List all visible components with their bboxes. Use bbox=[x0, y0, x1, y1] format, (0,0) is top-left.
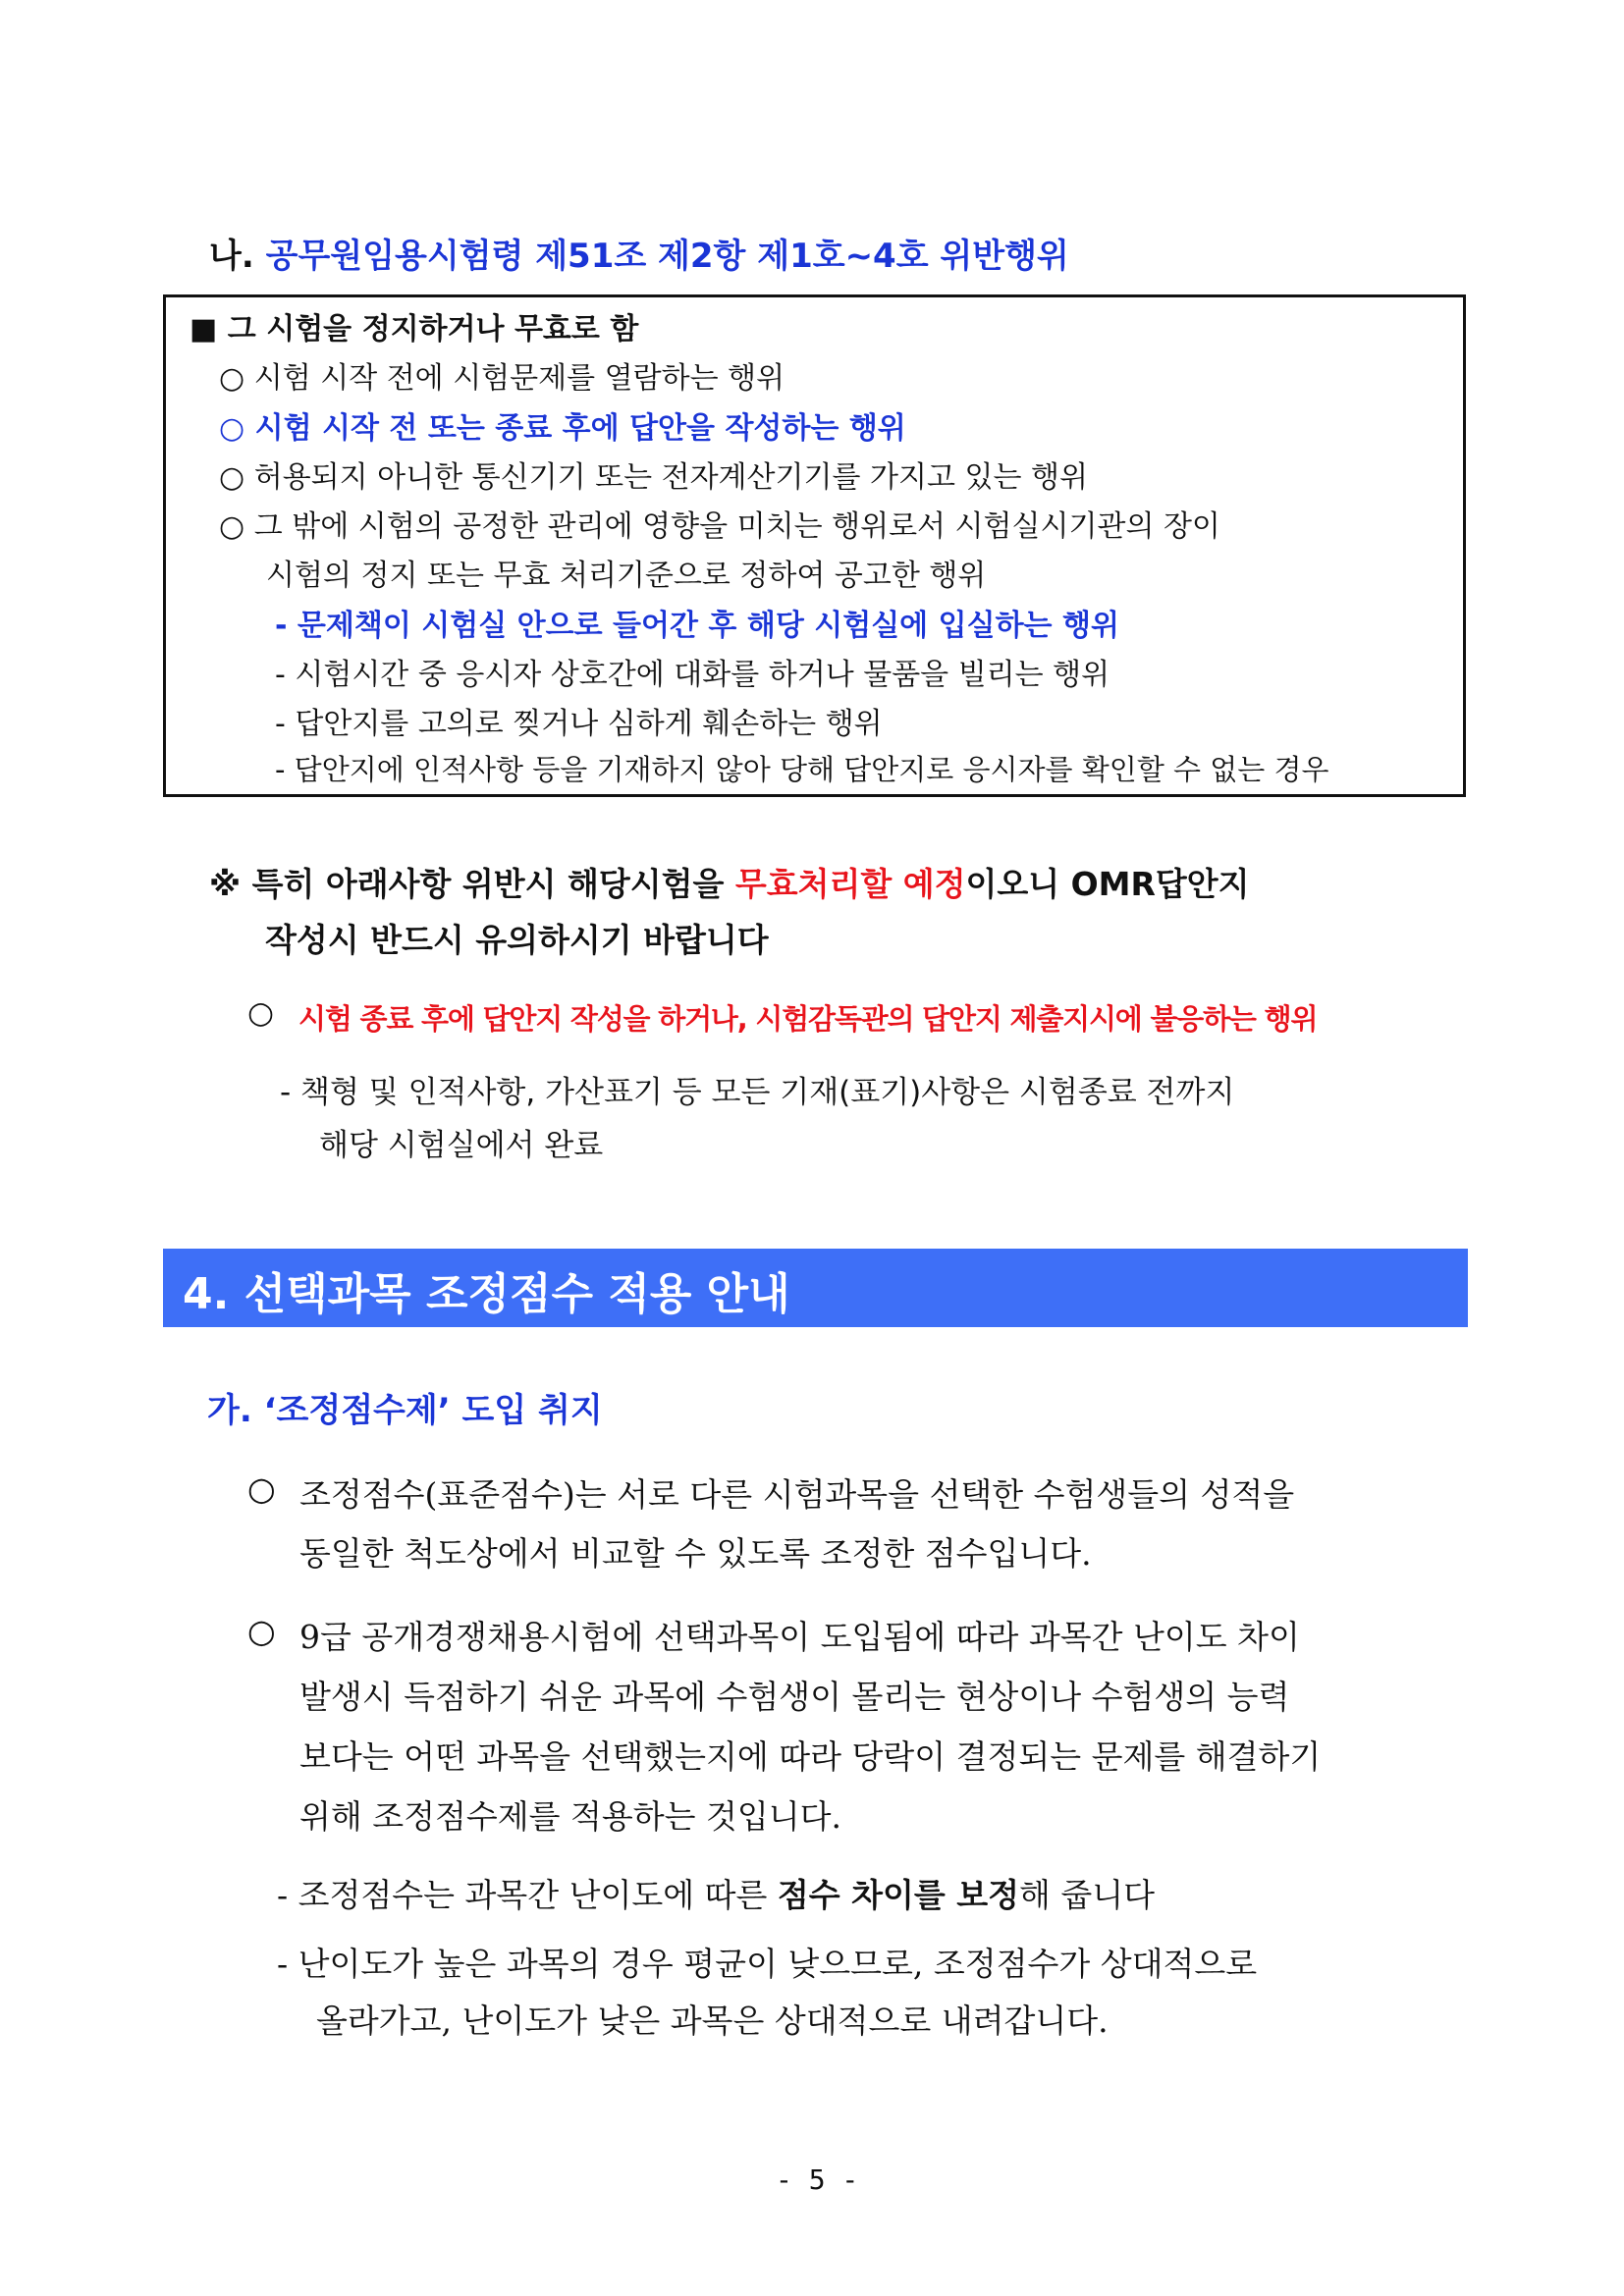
rule-item: ○ 시험 시작 전에 시험문제를 열람하는 행위 bbox=[219, 361, 785, 396]
rule-item: ○ 그 밖에 시험의 공정한 관리에 영향을 미치는 행위로서 시험실시기관의 장이 bbox=[219, 509, 1220, 544]
paragraph-line: 9급 공개경쟁채용시험에 선택과목이 도입됨에 따라 과목간 난이도 차이 bbox=[299, 1618, 1300, 1656]
rule-sub-item: - 답안지에 인적사항 등을 기재하지 않아 당해 답안지로 응시자를 확인할 수 없는 경우 bbox=[275, 753, 1329, 786]
section-prefix: 나. bbox=[209, 237, 254, 276]
section-title-na bbox=[209, 229, 1069, 277]
rule-item: ○ 허용되지 아니한 통신기기 또는 전자계산기기를 가지고 있는 행위 bbox=[219, 460, 1088, 495]
warning-sub-item: - 책형 및 인적사항, 가산표기 등 모든 기재(표기)사항은 시험종료 전까지 bbox=[280, 1075, 1235, 1110]
rule-item-highlight: ○ 시험 시작 전 또는 종료 후에 답안을 작성하는 행위 bbox=[219, 411, 906, 446]
sub-paragraph-emphasis: 점수 차이를 보정 bbox=[777, 1876, 1020, 1914]
warning-text: 특히 아래사항 위반시 해당시험을 bbox=[251, 865, 725, 903]
paragraph-line: 발생시 득점하기 쉬운 과목에 수험생이 몰리는 현상이나 수험생의 능력 bbox=[299, 1678, 1290, 1716]
sub-paragraph-text: - 조정점수는 과목간 난이도에 따른 bbox=[277, 1876, 768, 1914]
rule-sub-item-highlight: - 문제책이 시험실 안으로 들어간 후 해당 시험실에 입실하는 행위 bbox=[275, 609, 1119, 643]
rule-box-heading: ■ 그 시험을 정지하거나 무효로 함 bbox=[189, 312, 639, 347]
section-header-title: 4. 선택과목 조정점수 적용 안내 bbox=[183, 1269, 790, 1319]
page-number: - 5 - bbox=[776, 2163, 859, 2196]
warning-text-end: 이오니 OMR답안지 bbox=[965, 865, 1250, 903]
warning-line-2: 작성시 반드시 유의하시기 바랍니다 bbox=[265, 921, 769, 959]
warning-sub-item-continuation: 해당 시험실에서 완료 bbox=[319, 1128, 604, 1163]
rule-item-continuation: 시험의 정지 또는 무효 처리기준으로 정하여 공고한 행위 bbox=[266, 559, 987, 593]
sub-paragraph bbox=[277, 1870, 1155, 1916]
section-title-ga: 가. ‘조정점수제’ 도입 취지 bbox=[207, 1391, 603, 1430]
paragraph-line: 조정점수(표준점수)는 서로 다른 시험과목을 선택한 수험생들의 성적을 bbox=[299, 1475, 1295, 1514]
paragraph-bullet-icon: ○ bbox=[247, 1469, 276, 1508]
warning-bullet-icon: ○ bbox=[247, 995, 275, 1031]
paragraph-line: 보다는 어떤 과목을 선택했는지에 따라 당락이 결정되는 문제를 해결하기 bbox=[299, 1737, 1322, 1776]
rule-sub-item: - 시험시간 중 응시자 상호간에 대화를 하거나 물품을 빌리는 행위 bbox=[275, 658, 1110, 692]
paragraph-bullet-icon: ○ bbox=[247, 1612, 276, 1650]
sub-paragraph-text-end: 해 줍니다 bbox=[1019, 1876, 1156, 1914]
rule-sub-item: - 답안지를 고의로 찢거나 심하게 훼손하는 행위 bbox=[275, 707, 883, 741]
warning-item: 시험 종료 후에 답안지 작성을 하거나, 시험감독관의 답안지 제출지시에 불응하는 행위 bbox=[298, 1002, 1318, 1036]
paragraph-line: 동일한 척도상에서 비교할 수 있도록 조정한 점수입니다. bbox=[299, 1534, 1092, 1573]
reference-mark-icon: ※ bbox=[209, 865, 242, 903]
warning-emphasis: 무효처리할 예정 bbox=[734, 865, 966, 903]
paragraph-line: 위해 조정점수제를 적용하는 것입니다. bbox=[299, 1797, 842, 1836]
warning-line-1 bbox=[209, 859, 1250, 905]
sub-paragraph: - 난이도가 높은 과목의 경우 평균이 낮으므로, 조정점수가 상대적으로 bbox=[277, 1945, 1258, 1983]
section-title-text: 공무원임용시험령 제51조 제2항 제1호~4호 위반행위 bbox=[265, 237, 1069, 276]
sub-paragraph-continuation: 올라가고, 난이도가 낮은 과목은 상대적으로 내려갑니다. bbox=[316, 2002, 1109, 2040]
